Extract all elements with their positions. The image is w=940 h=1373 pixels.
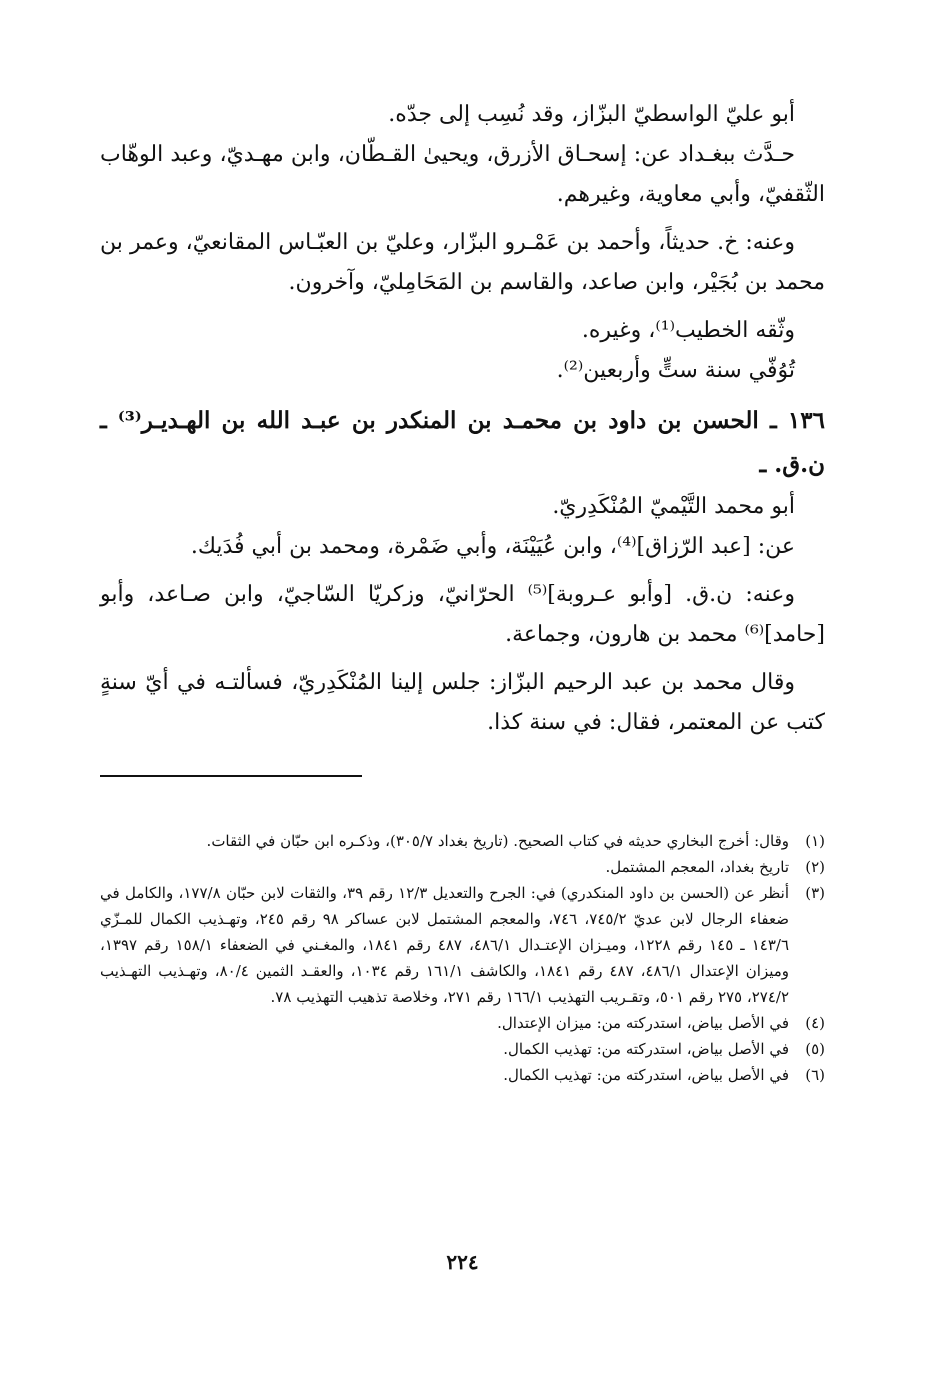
footnote-number: (٣) — [805, 884, 825, 902]
footnote-5 — [100, 1036, 825, 1062]
footnote-text: وقال: أخرج البخاري حديثه في كتاب الصحيح. (تاريخ بغداد ٣٠٥/٧)، وذكـره ابن حبّان في الثقات. — [206, 832, 789, 850]
footnote-number: (٤) — [805, 1014, 825, 1032]
footnote-text: تاريخ بغداد، المعجم المشتمل. — [605, 858, 789, 876]
page-content — [100, 95, 825, 1274]
entry-quote: وقال محمد بن عبد الرحيم البزّاز: جلس إلينا المُنْكَدِريّ، فسألتـه في أيّ سنةٍ كتب عن المعتمر، فقال: في سنة كذا. — [100, 670, 825, 735]
footnote-4 — [100, 1010, 825, 1036]
paragraph-death: تُوُفّي سنة ستٍّ وأربعين⁽²⁾. — [556, 358, 795, 383]
footnote-text: في الأصل بياض، استدركته من: تهذيب الكمال. — [503, 1066, 789, 1084]
entry-kunya: أبو محمد التَّيْميّ المُنْكَدِريّ. — [552, 494, 795, 519]
entry-heading: ١٣٦ ـ الحسن بن داود بن محمـد بن المنكدر بن عبـد الله بن الهـديـر⁽³⁾ ـ ن.ق. ـ — [100, 407, 825, 478]
paragraph-teachers: حـدَّث ببغـداد عن: إسحـاق الأزرق، ويحيىٰ القـطّان، وابن مهـديّ، وعبد الوهّاب الثّقفيّ، وأبي معاوية، وغيرهم. — [100, 142, 825, 207]
footnote-2 — [100, 854, 825, 880]
footnote-text: في الأصل بياض، استدركته من: ميزان الإعتدال. — [497, 1014, 789, 1032]
footnote-number: (٦) — [805, 1066, 825, 1084]
footnote-number: (٢) — [805, 858, 825, 876]
entry-teachers: عن: [عبد الرّزاق]⁽⁴⁾، وابن عُيَيْنَة، وأبي ضَمْرة، ومحمد بن أبي فُدَيك. — [190, 534, 795, 559]
paragraph-reliability: وثّقه الخطيب⁽¹⁾، وغيره. — [581, 318, 795, 343]
footnote-text: أنظر عن (الحسن بن داود المنكدري) في: الجرح والتعديل ١٢/٣ رقم ٣٩، والثقات لابن حبّان ١٧٧/٨، والكامل في ضعفاء الرجال لابن عديّ ٧٤٥/٢، ٧٤٦، والمعجم المشتمل لابن عساكر ٩٨ رقم ٢٤٥، وتهـذيب الكمال للمـزّي ١٤٣/٦ ـ ١٤٥ رقم ١٢٢٨، وميـزان الإعتـدال ٤٨٦/١، ٤٨٧ رقم ١٨٤١، والمغـني في الضعفاء ١٥٨/١ رقم ١٣٩٧، وميزان الإعتدال ٤٨٦/١، ٤٨٧ رقم ١٨٤١، والكاشف ١٦١/١ رقم ١٠٣٤، والعقـد الثمين ٨٠/٤، وتهـذيب التهـذيب ٢٧٤/٢، ٢٧٥ رقم ٥٠١، وتقـريب التهذيب ١٦٦/١ رقم ٢٧١، وخلاصة تذهيب التهذيب ٧٨. — [100, 884, 790, 1006]
entry-students: وعنه: ن.ق. [وأبو عـروبة]⁽⁵⁾ الحرّانيّ، وزكريّا السّاجيّ، وابن صـاعد، وأبو [حامد]⁽⁶⁾ محمد بن هارون، وجماعة. — [100, 582, 825, 647]
footnote-number: (١) — [805, 832, 825, 850]
page-number: ٢٢٤ — [446, 1250, 479, 1274]
footnote-1 — [100, 828, 825, 854]
footnote-6 — [100, 1062, 825, 1088]
footnote-3 — [100, 880, 825, 1010]
paragraph-kunya: أبو عليّ الواسطيّ البزّاز، وقد نُسِب إلى جدّه. — [388, 102, 795, 127]
footnotes — [100, 828, 825, 1088]
footnote-divider — [100, 775, 362, 777]
footnote-text: في الأصل بياض، استدركته من: تهذيب الكمال. — [503, 1040, 789, 1058]
paragraph-students: وعنه: خ. حديثاً، وأحمد بن عَمْـرو البزّار، وعليّ بن العبّـاس المقانعيّ، وعمر بن محمد بن بُجَيْر، وابن صاعد، والقاسم بن المَحَامِليّ، وآخرون. — [100, 230, 825, 295]
footnote-number: (٥) — [805, 1040, 825, 1058]
